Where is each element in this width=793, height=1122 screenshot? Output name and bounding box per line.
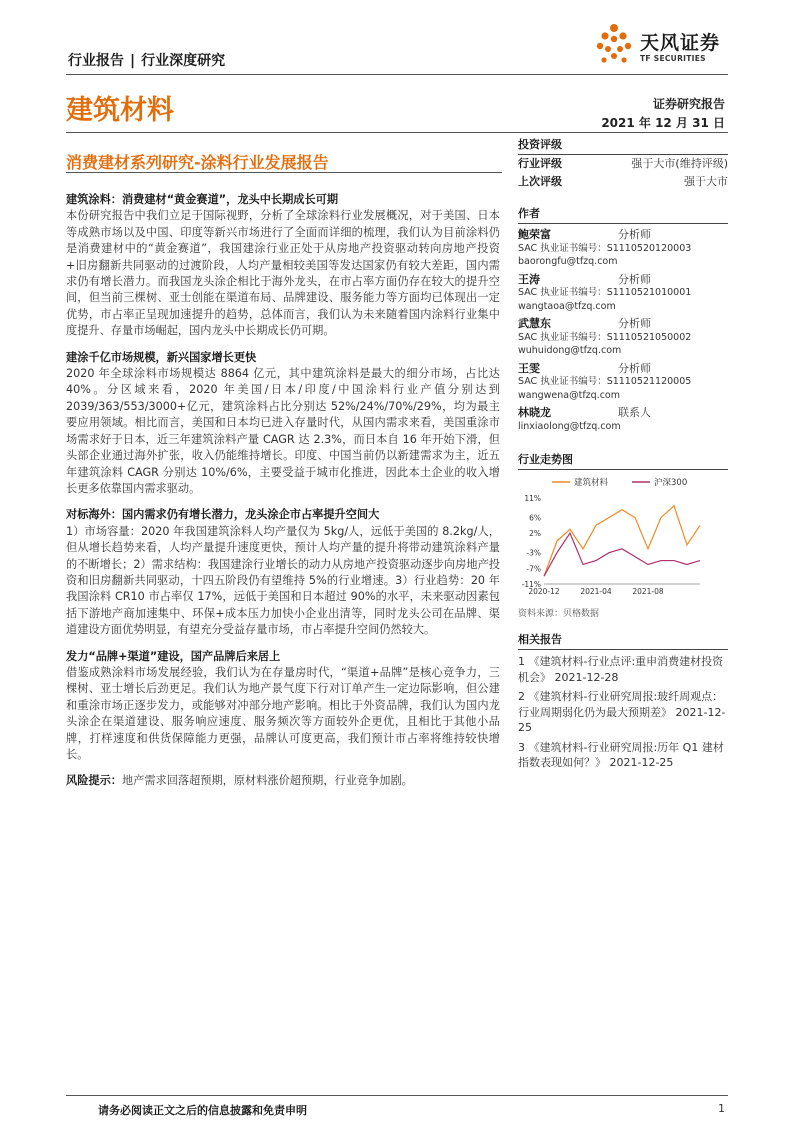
y-tick-label: -11% — [521, 580, 541, 589]
section-body: 借鉴成熟涂料市场发展经验，我们认为在存量房时代，“渠道+品牌”是核心竞争力，三棵树、亚士增长后劲更足。我们认为地产景气度下行对订单产生一定边际影响，但公建和重涂市场正逐步发力，或能够对冲部分地产影响。相比于外资品牌，我们认为国内龙头涂企在渠道建设、服务响应速度、服务频次等方面较外企更优，且相比于其他小品牌，打样速度和供货保障能力更强，品牌认可度更高，我们预计市占率将维持较快增长。 — [66, 665, 500, 761]
title-divider — [66, 132, 728, 133]
related-report-item[interactable]: 1 《建筑材料-行业点评:重申消费建材投资机会》 2021-12-28 — [518, 655, 724, 684]
section-1 — [66, 192, 500, 340]
author-role: 分析师 — [618, 272, 651, 286]
author-cert: SAC 执业证书编号：S1110521120005 — [518, 376, 692, 387]
y-tick-label: -3% — [526, 548, 541, 558]
subtitle-divider — [66, 172, 502, 173]
rating-value: 强于大市 — [684, 175, 728, 188]
logo-english-name: TF SECURITIES — [640, 54, 706, 63]
author-role: 分析师 — [618, 361, 651, 375]
author-cert: SAC 执业证书编号：S1110520120003 — [518, 242, 692, 254]
author-entry — [518, 317, 728, 358]
header-separator: | — [130, 53, 136, 69]
section-body: 2020 年全球涂料市场规模达 8864 亿元，其中建筑涂料是最大的细分市场，占比达 40%。分区域来看，2020 年美国/日本/印度/中国涂料行业产值分别达到 2039/363/553/3000+亿元，建筑涂料占比分别达 52%/24%/70%/29%，均为最主要应用领域。相比而言，美国和日本均已进入存量时代，从国内需求来看，美国重涂市场需求好于日本，近三年建筑涂料产量 CAGR 达 2.3%，而日本自 16 年开始下滑，但头部企业通过海外扩张，收入仍能维持增长。印度、中国当前仍以新建需求为主，近五年建筑涂料 CAGR 分别达 10%/6%，主要受益于城市化推进，因此本土企业的收入增长更多依靠国内需求驱动。 — [66, 367, 500, 495]
risk-text: 地产需求回落超预期，原材料涨价超预期，行业竞争加剧。 — [121, 774, 413, 788]
related-report-item[interactable]: 3 《建筑材料-行业研究周报:历年 Q1 建材指数表现如何？》 2021-12-25 — [518, 740, 724, 769]
author-entry — [518, 362, 728, 403]
author-role: 联系人 — [618, 406, 651, 419]
rating-title: 投资评级 — [518, 136, 728, 155]
y-tick-label: 2% — [529, 529, 541, 539]
legend-label: 建筑材料 — [574, 478, 609, 488]
section-2 — [66, 350, 500, 498]
industry-title: 建筑材料 — [66, 95, 174, 126]
series-line — [544, 533, 700, 576]
section-3 — [66, 507, 500, 638]
section-heading: 发力“品牌+渠道”建设，国产品牌后来居上 — [66, 649, 281, 663]
logo-chinese-name: 天风证券 — [640, 32, 721, 54]
x-tick-label: 2021-04 — [580, 587, 612, 596]
footer-divider — [66, 1095, 728, 1096]
trend-chart — [518, 474, 728, 604]
risk-label: 风险提示： — [66, 774, 122, 788]
author-email[interactable]: wangwena@tfzq.com — [518, 389, 620, 401]
section-body: 本份研究报告中我们立足于国际视野，分析了全球涂料行业发展概况，对于美国、日本等成熟市场以及中国、印度等新兴市场进行了全面而详细的梳理，我们认为目前涂料仍是消费建材中的“黄金赛道”，我国建涂行业正处于从房地产投资驱动转向房地产投资+旧房翻新共同驱动的过渡阶段，人均产量相较美国等发达国家仍有较大差距，国内需求仍有增长潜力。而我国龙头涂企相比于海外龙头，在市占率方面仍存在较大的提升空间，但当前三棵树、亚士创能在渠道布局、品牌建设、服务能力等方面均已体现出一定优势，市占率正呈现加速提升的趋势，总体而言，我们认为未来随着国内涂料行业集中度提升、存量市场崛起，国内龙头中长期成长仍可期。 — [66, 209, 500, 338]
chart-source: 资料来源：贝格数据 — [518, 609, 600, 619]
report-type — [68, 50, 225, 70]
author-role: 分析师 — [618, 317, 651, 330]
author-name: 王雯 — [518, 361, 540, 375]
main-content — [66, 192, 500, 790]
risk-note — [66, 773, 500, 789]
author-entry — [518, 228, 728, 269]
section-4 — [66, 649, 500, 764]
series-line — [544, 506, 700, 576]
x-tick-label: 2021-08 — [632, 587, 664, 596]
authors-title: 作者 — [518, 205, 728, 224]
section-heading: 建筑涂料：消费建材“黄金赛道”，龙头中长期成长可期 — [66, 193, 339, 206]
author-cert: SAC 执业证书编号：S1110521050002 — [518, 331, 692, 343]
rating-value: 强于大市(维持评级) — [631, 157, 728, 170]
y-tick-label: 6% — [529, 513, 541, 523]
author-name: 王涛 — [518, 272, 540, 286]
legend-label: 沪深300 — [654, 478, 688, 488]
footer-disclaimer: 请务必阅读正文之后的信息披露和免责申明 — [98, 1104, 307, 1117]
author-cert: SAC 执业证书编号：S1110521010001 — [518, 287, 692, 298]
related-reports-title: 相关报告 — [518, 631, 728, 650]
report-type-label: 行业报告 — [68, 53, 124, 69]
author-name: 武慧东 — [518, 317, 551, 330]
author-email[interactable]: baorongfu@tfzq.com — [518, 256, 618, 267]
rating-row — [518, 155, 728, 173]
rating-label: 上次评级 — [518, 175, 562, 188]
author-entry — [518, 406, 728, 433]
related-report-item[interactable]: 2 《建筑材料-行业研究周报:玻纤周观点：行业周期弱化仍为最大预期差》 2021-12-25 — [518, 690, 726, 734]
x-tick-label: 2020-12 — [528, 587, 560, 596]
section-body: 1）市场容量：2020 年我国建筑涂料人均产量仅为 5kg/人，远低于美国的 8.2kg/人，但从增长趋势来看，人均产量提升速度更快，预计人均产量的提升将带动建筑涂料产量的不断增长；2）需求结构：我国建涂行业增长的动力从房地产投资驱动逐步向房地产投资和旧房翻新共同驱动，十四五阶段仍有望维持 5%的行业增速。3）行业趋势：20 年我国涂料 CR10 市占率仅 17%，远低于美国和日本超过 90%的水平，未来驱动因素包括下游地产商加速集中、环保+成本压力加快小企业出清等，同时龙头公司在品牌、渠道建设方面优势明显，有望充分受益存量市场，市占率提升空间仍然较大。 — [66, 524, 500, 637]
header-divider — [66, 74, 728, 75]
author-name: 鲍荣富 — [518, 228, 551, 241]
page-number: 1 — [718, 1102, 725, 1115]
document-type: 证券研究报告 — [652, 97, 725, 111]
report-date: 2021 年 12 月 31 日 — [601, 116, 725, 130]
y-tick-label: -7% — [526, 564, 541, 574]
rating-label: 行业评级 — [518, 157, 562, 170]
author-email[interactable]: wangtaoa@tfzq.com — [518, 300, 616, 312]
section-heading: 建涂千亿市场规模，新兴国家增长更快 — [66, 350, 257, 364]
author-email[interactable]: linxiaolong@tfzq.com — [518, 420, 621, 432]
author-email[interactable]: wuhuidong@tfzq.com — [518, 345, 622, 356]
author-entry — [518, 273, 728, 314]
y-tick-label: 11% — [524, 494, 541, 503]
author-role: 分析师 — [618, 228, 651, 241]
section-heading: 对标海外：国内需求仍有增长潜力，龙头涂企市占率提升空间大 — [66, 508, 380, 522]
sidebar — [518, 136, 728, 771]
rating-row — [518, 173, 728, 191]
author-name: 林晓龙 — [518, 406, 551, 419]
trend-chart-title: 行业走势图 — [518, 451, 728, 470]
report-subtype-label: 行业深度研究 — [141, 53, 226, 69]
report-subtitle: 消费建材系列研究-涂料行业发展报告 — [66, 153, 329, 172]
